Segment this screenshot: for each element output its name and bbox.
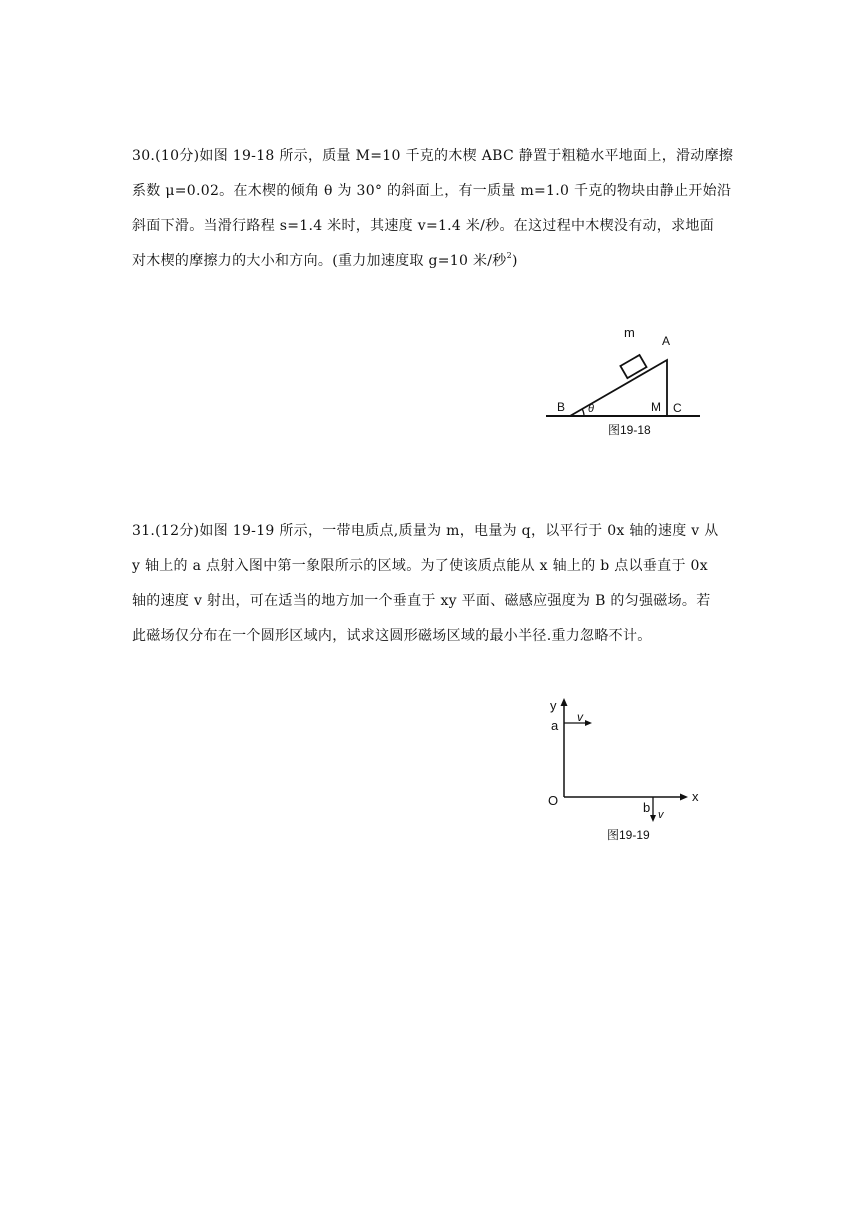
- problem-30: [132, 139, 744, 279]
- label-C: C: [673, 401, 682, 415]
- problem-31-line-2: y 轴上的 a 点射入图中第一象限所示的区域。为了使该质点能从 x 轴上的 b 点以垂直于 0x: [132, 558, 708, 574]
- label-O: O: [548, 793, 559, 808]
- velocity-arrowhead-b: [650, 815, 656, 822]
- label-x: x: [692, 789, 699, 804]
- problem-31-line-4: 此磁场仅分布在一个圆形区域内，试求这圆形磁场区域的最小半径.重力忽略不计。: [132, 628, 652, 644]
- problem-30-line-4: [132, 244, 744, 279]
- figure-caption: 图19-18: [608, 423, 651, 437]
- label-A: A: [662, 334, 671, 348]
- label-b: b: [643, 800, 651, 815]
- problem-31: [132, 514, 744, 654]
- axes-diagram: [535, 690, 710, 850]
- problem-30-line-1: 30.(10分)如图 19-18 所示，质量 M=10 千克的木楔 ABC 静置于粗糙水平地面上，滑动摩擦: [132, 148, 734, 164]
- figure-19-18: [540, 316, 710, 446]
- label-B: B: [557, 400, 566, 414]
- problem-31-line-3: 轴的速度 v 射出，可在适当的地方加一个垂直于 xy 平面、磁感应强度为 B 的匀强磁场。若: [132, 593, 711, 609]
- problem-30-line-4-text: 对木楔的摩擦力的大小和方向。(重力加速度取 g=10 米/秒: [132, 253, 507, 269]
- label-v-top: v: [577, 710, 583, 724]
- wedge-diagram: [540, 316, 710, 446]
- figure-caption: 图19-19: [607, 828, 650, 842]
- problem-30-line-2: 系数 μ=0.02。在木楔的倾角 θ 为 30° 的斜面上，有一质量 m=1.0 千克的物块由静止开始沿: [132, 183, 732, 199]
- label-M: M: [651, 400, 661, 414]
- superscript-exponent: 2: [506, 251, 512, 260]
- label-y: y: [550, 698, 557, 713]
- label-theta: θ: [588, 403, 594, 415]
- problem-30-line-4-close: ): [511, 253, 518, 269]
- label-m: m: [624, 325, 635, 340]
- angle-arc: [582, 409, 584, 416]
- velocity-arrowhead-a: [585, 720, 592, 726]
- problem-31-line-1: 31.(12分)如图 19-19 所示，一带电质点,质量为 m，电量为 q，以平行于 0x 轴的速度 v 从: [132, 523, 719, 539]
- x-axis-arrowhead: [680, 794, 688, 801]
- label-a: a: [551, 718, 559, 733]
- label-v-bottom: v: [658, 809, 664, 821]
- problem-30-line-3: 斜面下滑。当滑行路程 s=1.4 米时，其速度 v=1.4 米/秒。在这过程中木楔没有动，求地面: [132, 218, 714, 234]
- y-axis-arrowhead: [561, 698, 568, 706]
- figure-19-19: [535, 690, 710, 850]
